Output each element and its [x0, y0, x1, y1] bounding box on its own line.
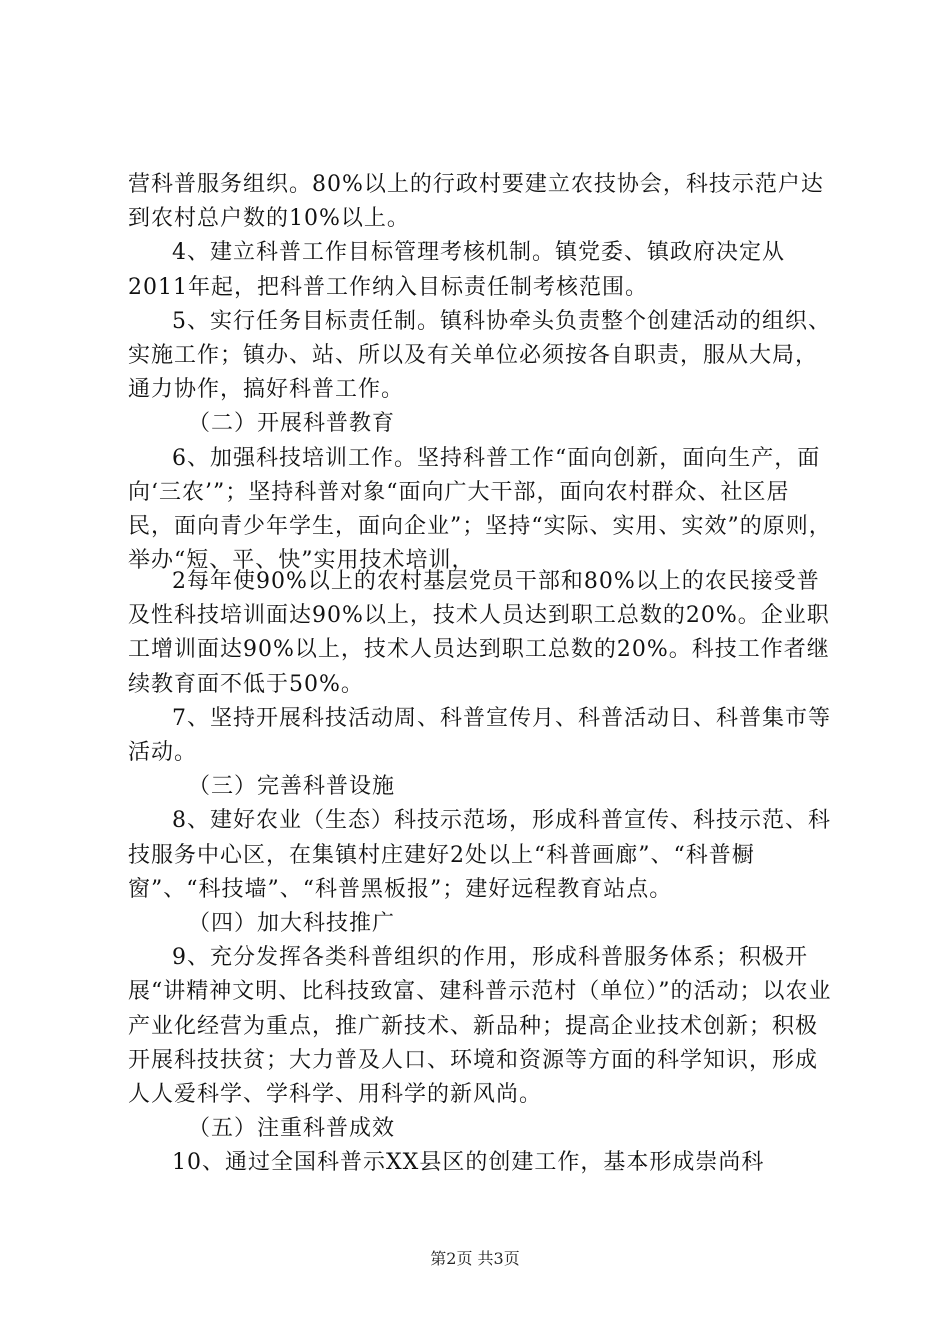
section-heading: （三）完善科普设施 — [188, 774, 396, 800]
section-heading: （四）加大科技推广 — [188, 911, 396, 937]
paragraph: 10、通过全国科普示XX县区的创建工作，基本形成崇尚科 — [172, 1150, 765, 1176]
page-footer: 第2页 共3页 — [430, 1249, 520, 1268]
paragraph: 5、实行任务目标责任制。镇科协牵头负责整个创建活动的组织、实施工作；镇办、站、所以及有关单位必须按各自职责，服从大局，通力协作，搞好科普工作。 — [128, 308, 831, 403]
section-heading: （五）注重科普成效 — [188, 1116, 396, 1142]
paragraph: 7、坚持开展科技活动周、科普宣传月、科普活动日、科普集市等活动。 — [128, 705, 831, 766]
text-block-bottom — [128, 565, 834, 1181]
section-heading: （二）开展科普教育 — [188, 411, 396, 437]
paragraph: 8、建好农业（生态）科技示范场，形成科普宣传、科技示范、科技服务中心区，在集镇村庄建好2处以上“科普画廊”、“科普橱窗”、“科技墙”、“科普黑板报”；建好远程教育站点。 — [128, 808, 831, 902]
paragraph: 9、充分发挥各类科普组织的作用，形成科普服务体系；积极开展“讲精神文明、比科技致富、建科普示范村（单位）”的活动；以农业产业化经营为重点，推广新技术、新品种；提高企业技术创新；积极开展科技扶贫；大力普及人口、环境和资源等方面的科学知识，形成人人爱科学、学科学、用科学的新风尚。 — [128, 945, 832, 1108]
paragraph: 6、加强科技培训工作。坚持科普工作“面向创新，面向生产，面向‘三农’”；坚持科普对象“面向广大干部，面向农村群众、社区居民，面向青少年学生，面向企业”；坚持“实际、实用、实效”的原则，举办“短、平、快”实用技术培训， — [128, 445, 832, 574]
paragraph: 4、建立科普工作目标管理考核机制。镇党委、镇政府决定从2011年起，把科普工作纳入目标责任制考核范围。 — [128, 240, 785, 300]
text-block-top — [128, 168, 834, 578]
paragraph: 2每年使90%以上的农村基层党员干部和80%以上的农民接受普及性科技培训面达90%以上，技术人员达到职工总数的20%。企业职工增训面达90%以上，技术人员达到职工总数的20%。科技工作者继续教育面不低于50%。 — [128, 569, 830, 697]
paragraph: 营科普服务组织。80%以上的行政村要建立农技协会，科技示范户达到农村总户数的10%以上。 — [128, 172, 824, 232]
